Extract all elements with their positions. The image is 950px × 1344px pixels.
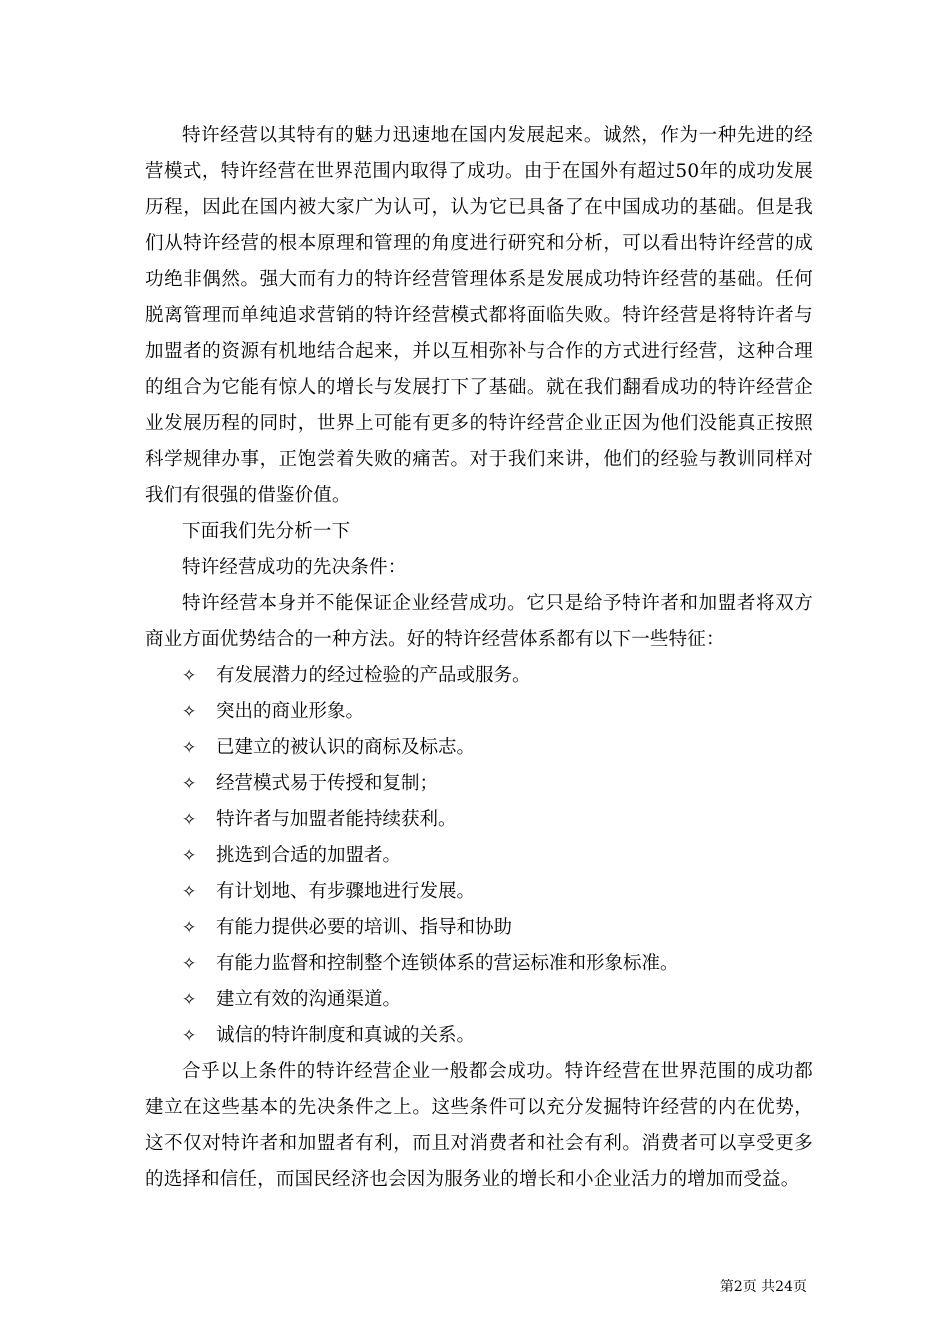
- list-item-text: 特许者与加盟者能持续获利。: [216, 809, 457, 830]
- analysis-lead-line: 下面我们先分析一下: [182, 521, 351, 542]
- list-item-text: 经营模式易于传授和复制；: [216, 773, 439, 794]
- feature-bullet-list: [145, 658, 813, 1054]
- list-item-text: 诚信的特许制度和真诚的关系。: [216, 1025, 476, 1046]
- list-item: [145, 694, 813, 730]
- list-item-text: 已建立的被认识的商标及标志。: [216, 737, 476, 758]
- diamond-star-bullet-icon: ✧: [182, 738, 197, 758]
- diamond-star-bullet-icon: ✧: [182, 666, 197, 686]
- list-item-text: 建立有效的沟通渠道。: [216, 989, 402, 1010]
- features-intro-paragraph: 特许经营本身并不能保证企业经营成功。它只是给予特许者和加盟者将双方商业方面优势结合的一种方法。好的特许经营体系都有以下一些特征：: [145, 593, 813, 650]
- list-item-text: 有计划地、有步骤地进行发展。: [216, 881, 476, 902]
- list-item: [145, 766, 813, 802]
- section-heading-prerequisites: 特许经营成功的先决条件：: [182, 557, 407, 578]
- list-item-text: 有能力提供必要的培训、指导和协助: [216, 917, 513, 938]
- diamond-star-bullet-icon: ✧: [182, 918, 197, 938]
- document-body: [145, 118, 813, 1198]
- list-item: [145, 946, 813, 982]
- conclusion-paragraph: 合乎以上条件的特许经营企业一般都会成功。特许经营在世界范围的成功都建立在这些基本的先决条件之上。这些条件可以充分发掘特许经营的内在优势，这不仅对特许者和加盟者有利，而且对消费者和社会有利。消费者可以享受更多的选择和信任，而国民经济也会因为服务业的增长和小企业活力的增加而受益。: [145, 1061, 813, 1190]
- diamond-star-bullet-icon: ✧: [182, 882, 197, 902]
- list-item: [145, 730, 813, 766]
- diamond-star-bullet-icon: ✧: [182, 810, 197, 830]
- list-item-text: 突出的商业形象。: [216, 701, 365, 722]
- list-item: [145, 910, 813, 946]
- list-item-text: 挑选到合适的加盟者。: [216, 845, 402, 866]
- list-item-text: 有发展潜力的经过检验的产品或服务。: [216, 665, 531, 686]
- diamond-star-bullet-icon: ✧: [182, 846, 197, 866]
- list-item: [145, 658, 813, 694]
- list-item: [145, 802, 813, 838]
- intro-paragraph: 特许经营以其特有的魅力迅速地在国内发展起来。诚然，作为一种先进的经营模式，特许经营在世界范围内取得了成功。由于在国外有超过50年的成功发展历程，因此在国内被大家广为认可，认为它已具备了在中国成功的基础。但是我们从特许经营的根本原理和管理的角度进行研究和分析，可以看出特许经营的成功绝非偶然。强大而有力的特许经营管理体系是发展成功特许经营的基础。任何脱离管理而单纯追求营销的特许经营模式都将面临失败。特许经营是将特许者与加盟者的资源有机地结合起来，并以互相弥补与合作的方式进行经营，这种合理的组合为它能有惊人的增长与发展打下了基础。就在我们翻看成功的特许经营企业发展历程的同时，世界上可能有更多的特许经营企业正因为他们没能真正按照科学规律办事，正饱尝着失败的痛苦。对于我们来讲，他们的经验与教训同样对我们有很强的借鉴价值。: [145, 125, 813, 506]
- list-item: [145, 982, 813, 1018]
- diamond-star-bullet-icon: ✧: [182, 774, 197, 794]
- diamond-star-bullet-icon: ✧: [182, 1026, 197, 1046]
- diamond-star-bullet-icon: ✧: [182, 954, 197, 974]
- diamond-star-bullet-icon: ✧: [182, 990, 197, 1010]
- page-number-footer: 第2页 共24页: [719, 1279, 807, 1295]
- diamond-star-bullet-icon: ✧: [182, 702, 197, 722]
- list-item: [145, 838, 813, 874]
- list-item: [145, 1018, 813, 1054]
- list-item: [145, 874, 813, 910]
- list-item-text: 有能力监督和控制整个连锁体系的营运标准和形象标准。: [216, 953, 679, 974]
